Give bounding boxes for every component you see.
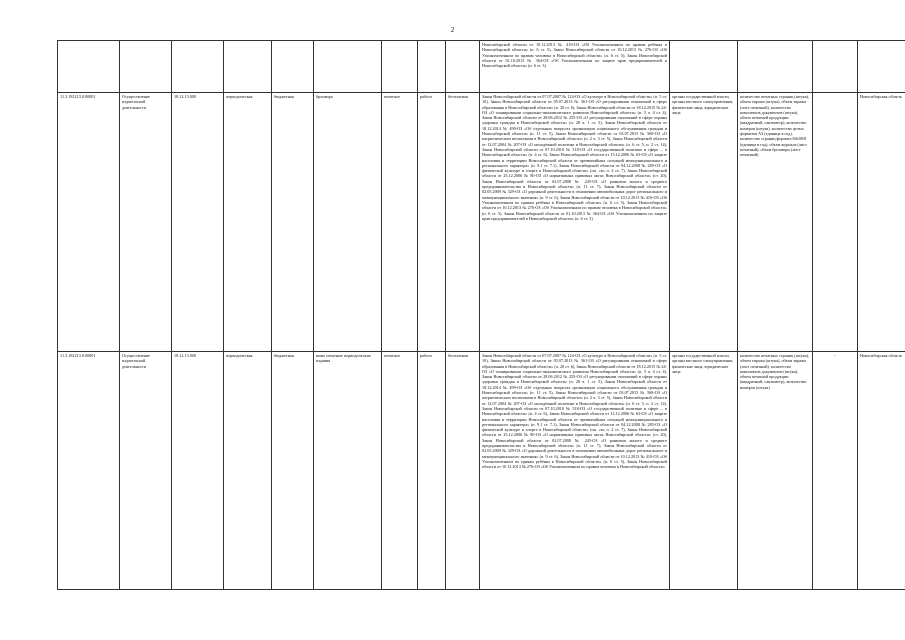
cell-type: печатное <box>382 93 418 352</box>
cell-empty <box>224 41 272 93</box>
cell-empty <box>418 41 446 93</box>
cell-status: работа <box>418 93 446 352</box>
cell-empty <box>120 41 172 93</box>
cell-empty <box>738 41 813 93</box>
cell-registry-code: 11.3.181213.0.00001 <box>58 352 120 590</box>
cell-empty <box>670 41 738 93</box>
services-registry-table <box>57 40 905 590</box>
cell-empty <box>858 41 905 93</box>
page-number: 2 <box>450 26 455 34</box>
cell-form: брошюра <box>314 93 382 352</box>
cell-extra <box>813 93 858 352</box>
cell-legal-basis: Закон Новосибирской области от 07.07.2007 № 124-ОЗ «О культуре в Новосибирской области» (п. 5 ст. 10), Закон Новосибирской области от 05.07.2013 № 361-ОЗ «О регулировании отношений в сфере образования в Новосибирской области» (п. 20 ст. 6), Закон Новосибирской области от 18.12.2015 № 24-ОЗ «О планировании социально-экономического развития Новосибирской области» (п. 5 ч. 4 ст. 4), Закон Новосибирской области от 28.06.2012 № 255-ОЗ «О регулировании отношений в сфере охраны здоровья граждан в Новосибирской области» (п. 28 ч. 1 ст. 5), Закон Новосибирской области от 18.12.2014 № 499-ОЗ «Об отдельных вопросах организации социального обслуживания граждан в Новосибирской области» (п. 11 ст. 5), Закон Новосибирской области от 03.07.2015 № 568-ОЗ «О патриотическом воспитании в Новосибирской области» (п. 2 ч. 3 ст. 5), Закон Новосибирской области от 12.07.2004 № 207-ОЗ «О молодёжной политике в Новосибирской области» (п. 6 ст. 5, п. 2 ст. 14), Закон Новосибирской области от 07.10.2010 № 518-ОЗ «О государственной политике в сфере ... в Новосибирской области» (п. 4 ст. 6), Закон Новосибирской области от 13.12.2006 № 63-ОЗ «О защите населения и территории Новосибирской области от чрезвычайных ситуаций межмуниципального и регионального характера» (п. 9.1 ст. 7.1), Закон Новосибирской области от 04.12.2008 № 285-ОЗ «О физической культуре и спорте в Новосибирской области» (пп. «в» п. 2 ст. 7), Закон Новосибирской области от 25.12.2006 № 80-ОЗ «О нормативных правовых актах Новосибирской области» (ст. 20), Закон Новосибирской области от 02.07.2008 № 245-ОЗ «О развитии малого и среднего предпринимательства в Новосибирской области» (п. 11 ст. 7), Закон Новосибирской области от 02.05.2009 № 329-ОЗ «О дорожной деятельности в отношении автомобильных дорог регионального и межмуниципального значения» (п. 9 ст. 6), Закон Новосибирской области от 10.12.2013 № 410-ОЗ «Об Уполномоченном по правам ребёнка в Новосибирской области» (п. 6 ст. 5), Закон Новосибирской области от 10.12.2013 № 276-ОЗ «Об Уполномоченном по правам человека в Новосибирской области» (п. 6 ст. 5), Закон Новосибирской области от 01.10.2013 № 364-ОЗ «Об Уполномоченном по защите прав предпринимателей в Новосибирской области» (п. 6 ст. 3) <box>480 93 670 352</box>
cell-empty <box>446 41 480 93</box>
cell-region: Новосибирская область <box>858 352 905 590</box>
cell-subsection: периодическая <box>224 352 272 590</box>
cell-okpd-code: 18.12.13.000 <box>172 93 224 352</box>
cell-empty <box>172 41 224 93</box>
cell-okpd-code: 18.12.13.000 <box>172 352 224 590</box>
cell-empty <box>813 41 858 93</box>
cell-consumers: органы государственной власти, органы местного самоуправления, физические лица, юридические лица <box>670 352 738 590</box>
table-row <box>58 352 905 590</box>
cell-empty <box>382 41 418 93</box>
table-row <box>58 93 905 352</box>
cell-empty <box>314 41 382 93</box>
cell-indicators: количество печатных страниц (штука), объем тиража (штука), объем тиража (лист печатный), количество комплектов документов (штука), объем печатной продукции (квадратный, сантиметр), количество номеров (штука) <box>738 352 813 590</box>
cell-payment: бесплатная <box>446 93 480 352</box>
cell-empty <box>272 41 314 93</box>
cell-service-name: Осуществление издательской деятельности <box>120 93 172 352</box>
cell-legal-basis: Новосибирской области от 10.12.2013 № 410-ОЗ «Об Уполномоченном по правам ребёнка в Новосибирской области» (п. 6 ст. 5), Закон Новосибирской области от 10.12.2013 № 276-ОЗ «Об Уполномоченном по правам человека в Новосибирской области» (п. 6 ст. 5), Закон Новосибирской области от 01.10.2013 № 364-ОЗ «Об Уполномоченном по защите прав предпринимателей в Новосибирской области» (п. 6 ст. 3) <box>480 41 670 93</box>
cell-empty <box>58 41 120 93</box>
cell-type: печатное <box>382 352 418 590</box>
cell-kind: бюджетная <box>272 93 314 352</box>
cell-registry-code: 11.3.181213.0.00001 <box>58 93 120 352</box>
cell-consumers: органы государственной власти, органы местного самоуправления, физические лица, юридические лица <box>670 93 738 352</box>
cell-service-name: Осуществление издательской деятельности <box>120 352 172 590</box>
cell-payment: бесплатная <box>446 352 480 590</box>
cell-legal-basis: Закон Новосибирской области от 07.07.2007 № 124-ОЗ «О культуре в Новосибирской области» (п. 5 ст. 10), Закон Новосибирской области от 05.07.2013 № 361-ОЗ «О регулировании отношений в сфере образования в Новосибирской области» (п. 20 ст. 6), Закон Новосибирской области от 18.12.2015 № 24-ОЗ «О планировании социально-экономического развития Новосибирской области» (п. 5 ч. 4 ст. 4), Закон Новосибирской области от 28.06.2012 № 255-ОЗ «О регулировании отношений в сфере охраны здоровья граждан в Новосибирской области» (п. 28 ч. 1 ст. 5), Закон Новосибирской области от 18.12.2014 № 499-ОЗ «Об отдельных вопросах организации социального обслуживания граждан в Новосибирской области» (п. 11 ст. 5), Закон Новосибирской области от 03.07.2015 № 568-ОЗ «О патриотическом воспитании в Новосибирской области» (п. 2 ч. 3 ст. 5), Закон Новосибирской области от 12.07.2004 № 207-ОЗ «О молодёжной политике в Новосибирской области» (п. 6 ст. 5, п. 2 ст. 14), Закон Новосибирской области от 07.10.2010 № 518-ОЗ «О государственной политике в сфере ... в Новосибирской области» (п. 4 ст. 6), Закон Новосибирской области от 13.12.2006 № 63-ОЗ «О защите населения и территории Новосибирской области от чрезвычайных ситуаций межмуниципального и регионального характера» (п. 9.1 ст. 7.1), Закон Новосибирской области от 04.12.2008 № 285-ОЗ «О физической культуре и спорте в Новосибирской области» (пп. «в» п. 2 ст. 7), Закон Новосибирской области от 25.12.2006 № 80-ОЗ «О нормативных правовых актах Новосибирской области» (ст. 20), Закон Новосибирской области от 02.07.2008 № 245-ОЗ «О развитии малого и среднего предпринимательства в Новосибирской области» (п. 11 ст. 7), Закон Новосибирской области от 02.05.2009 № 329-ОЗ «О дорожной деятельности в отношении автомобильных дорог регионального и межмуниципального значения» (п. 9 ст. 6), Закон Новосибирской области от 10.12.2013 № 410-ОЗ «Об Уполномоченном по правам ребёнка в Новосибирской области» (п. 6 ст. 5), Закон Новосибирской области от 10.12.2013 № 276-ОЗ «Об Уполномоченном по правам человека в Новосибирской области» <box>480 352 670 590</box>
cell-status: работа <box>418 352 446 590</box>
cell-form: иные печатные периодические издания <box>314 352 382 590</box>
cell-subsection: периодическая <box>224 93 272 352</box>
cell-indicators: количество печатных страниц (штука), объем тиража (штука), объем тиража (лист печатный), количество комплектов документов (штука), объем печатной продукции (квадратный, сантиметр), количество номеров (штука), количество целых форматов А3 (единица в год), количество страниц формата 60х90/8 (единица в год), объем журнала (лист печатный), объем брошюры (лист печатный) <box>738 93 813 352</box>
cell-extra: - <box>813 352 858 590</box>
cell-region: Новосибирская область <box>858 93 905 352</box>
table-row-continuation <box>58 41 905 93</box>
cell-kind: бюджетная <box>272 352 314 590</box>
